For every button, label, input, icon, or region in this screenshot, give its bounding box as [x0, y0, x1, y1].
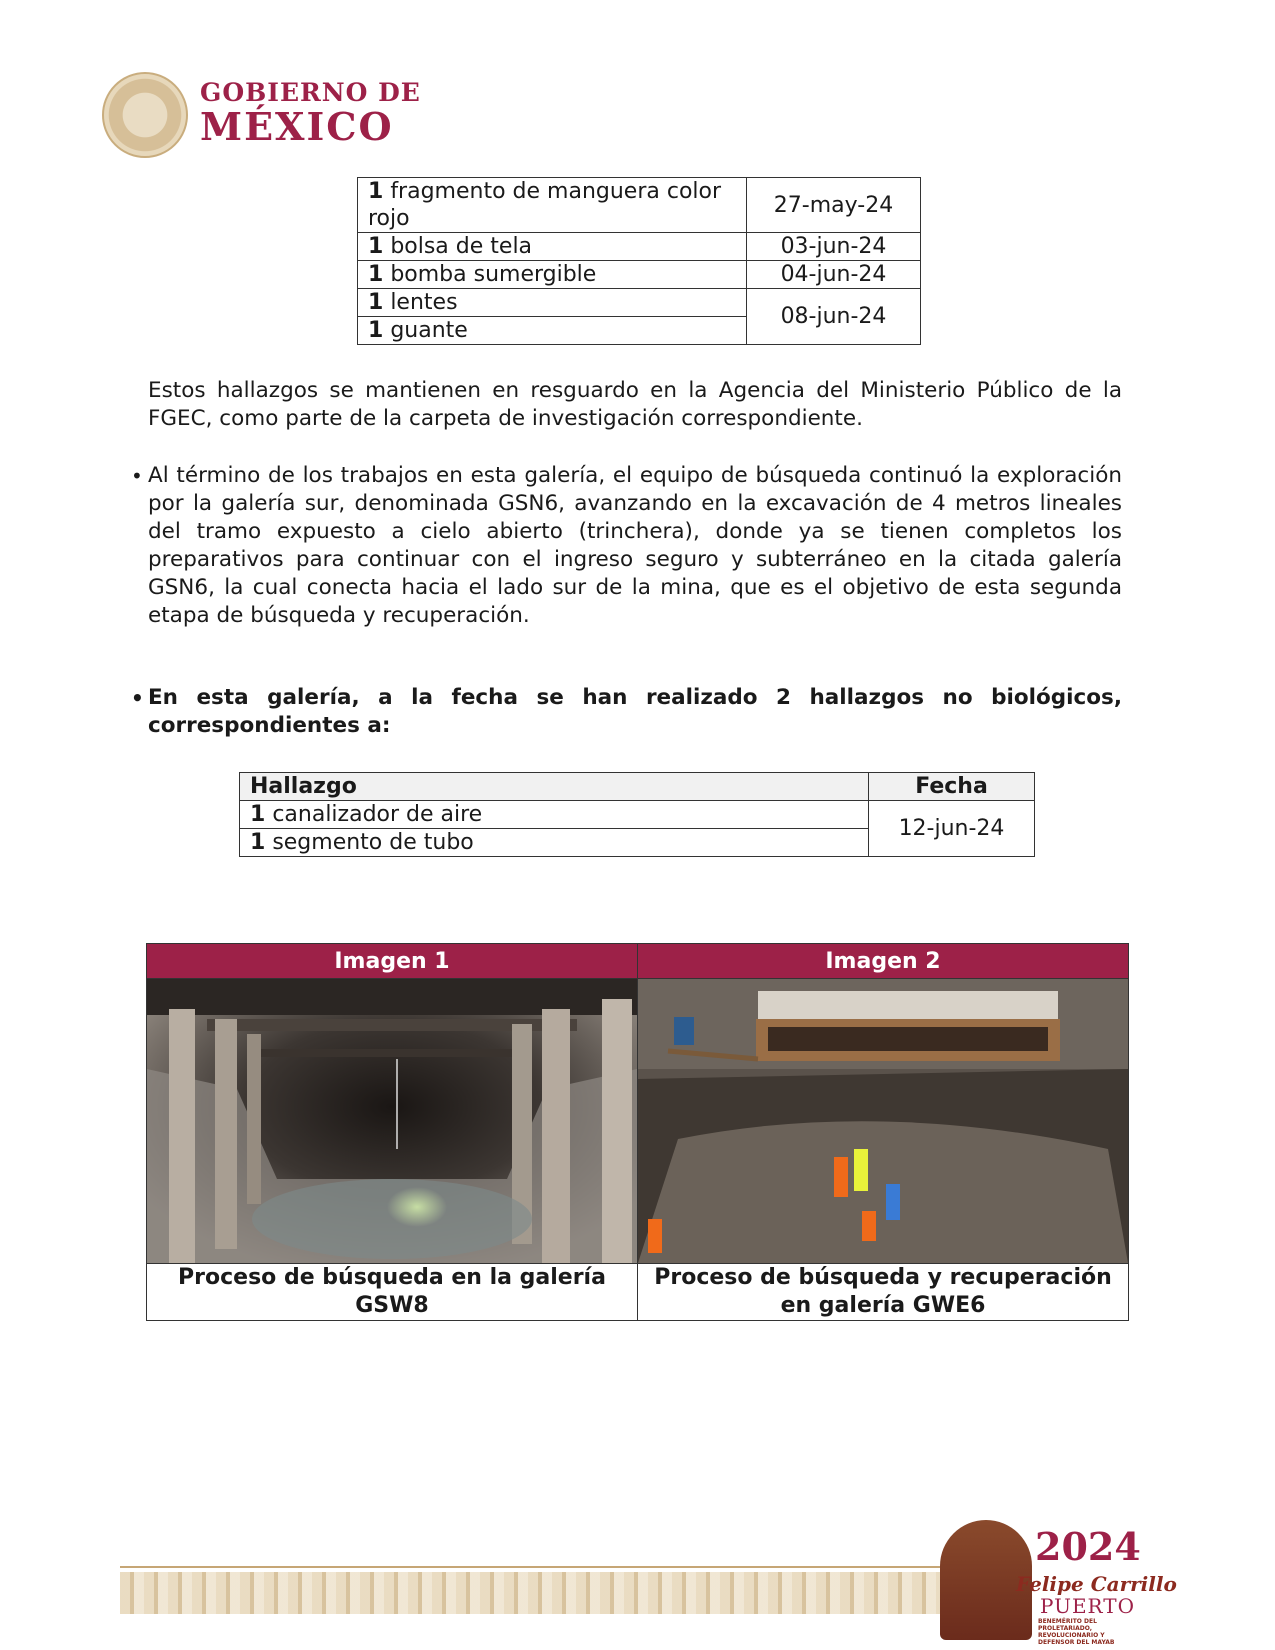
image-1-cell [147, 979, 638, 1264]
table-row [358, 289, 921, 317]
table-cell-date: 04-jun-24 [747, 261, 921, 289]
footer-year: 2024 [1035, 1524, 1141, 1569]
bullet-paragraph-findings: • En esta galería, a la fecha se han realizado 2 hallazgos no biológicos, correspondientes a: [131, 685, 1122, 738]
custody-paragraph: Estos hallazgos se mantienen en resguardo en la Agencia del Ministerio Público de la FGEC, como parte de la carpeta de investigación correspondiente. [148, 378, 1122, 431]
table-cell-item: 1 guante [358, 317, 747, 345]
findings-table-2 [239, 772, 1035, 857]
footer-divider [120, 1566, 1010, 1568]
footer-name-line1: Felipe Carrillo [1016, 1572, 1177, 1596]
footer-tagline: BENEMÉRITO DEL PROLETARIADO, REVOLUCIONARIO Y DEFENSOR DEL MAYAB [1038, 1618, 1115, 1646]
image-1-label: Imagen 1 [147, 944, 638, 979]
column-header-hallazgo: Hallazgo [240, 773, 869, 801]
table-cell-date: 27-may-24 [747, 178, 921, 233]
image-2-cell [638, 979, 1129, 1264]
image-1-caption: Proceso de búsqueda en la galería GSW8 [147, 1264, 638, 1321]
coat-of-arms-seal [102, 72, 188, 158]
footer-ornament-band [120, 1572, 1010, 1614]
image-2-caption: Proceso de búsqueda y recuperación en galería GWE6 [638, 1264, 1129, 1321]
footer-name-line2: PUERTO [1040, 1594, 1136, 1618]
image-2-label: Imagen 2 [638, 944, 1129, 979]
table-cell-item: 1 fragmento de manguera color rojo [358, 178, 747, 233]
table-cell-item: 1 lentes [358, 289, 747, 317]
tunnel-photo [147, 979, 637, 1263]
table-cell-date: 08-jun-24 [747, 289, 921, 345]
table-row [358, 233, 921, 261]
table-cell-date: 12-jun-24 [869, 801, 1035, 857]
table-row [240, 801, 1035, 829]
table-cell-item: 1 bolsa de tela [358, 233, 747, 261]
logo-title-line2: MÉXICO [200, 104, 394, 149]
logo-title-line1: GOBIERNO DE [200, 78, 421, 107]
bullet-icon: • [131, 464, 143, 488]
bullet-icon: • [131, 686, 144, 710]
column-header-fecha: Fecha [869, 773, 1035, 801]
images-table [146, 943, 1129, 1321]
findings-table-1 [357, 177, 921, 345]
table-row [358, 261, 921, 289]
table-cell-date: 03-jun-24 [747, 233, 921, 261]
table-header-row [240, 773, 1035, 801]
bullet-paragraph-gsn6: • Al término de los trabajos en esta galería, el equipo de búsqueda continuó la exploración por la galería sur, denominada GSN6, avanzando en la excavación de 4 metros lineales del tramo expuesto a cielo abierto (trinchera), donde ya se tienen completos los preparativos para continuar con el ingreso seguro y subterráneo en la citada galería GSN6, la cual conecta hacia el lado sur de la mina, que es el objetivo de esta segunda etapa de búsqueda y recuperación. [131, 463, 1122, 628]
table-cell-item: 1 canalizador de aire [240, 801, 869, 829]
table-row [358, 178, 921, 233]
excavation-site-photo [638, 979, 1128, 1263]
table-cell-item: 1 bomba sumergible [358, 261, 747, 289]
table-cell-item: 1 segmento de tubo [240, 829, 869, 857]
